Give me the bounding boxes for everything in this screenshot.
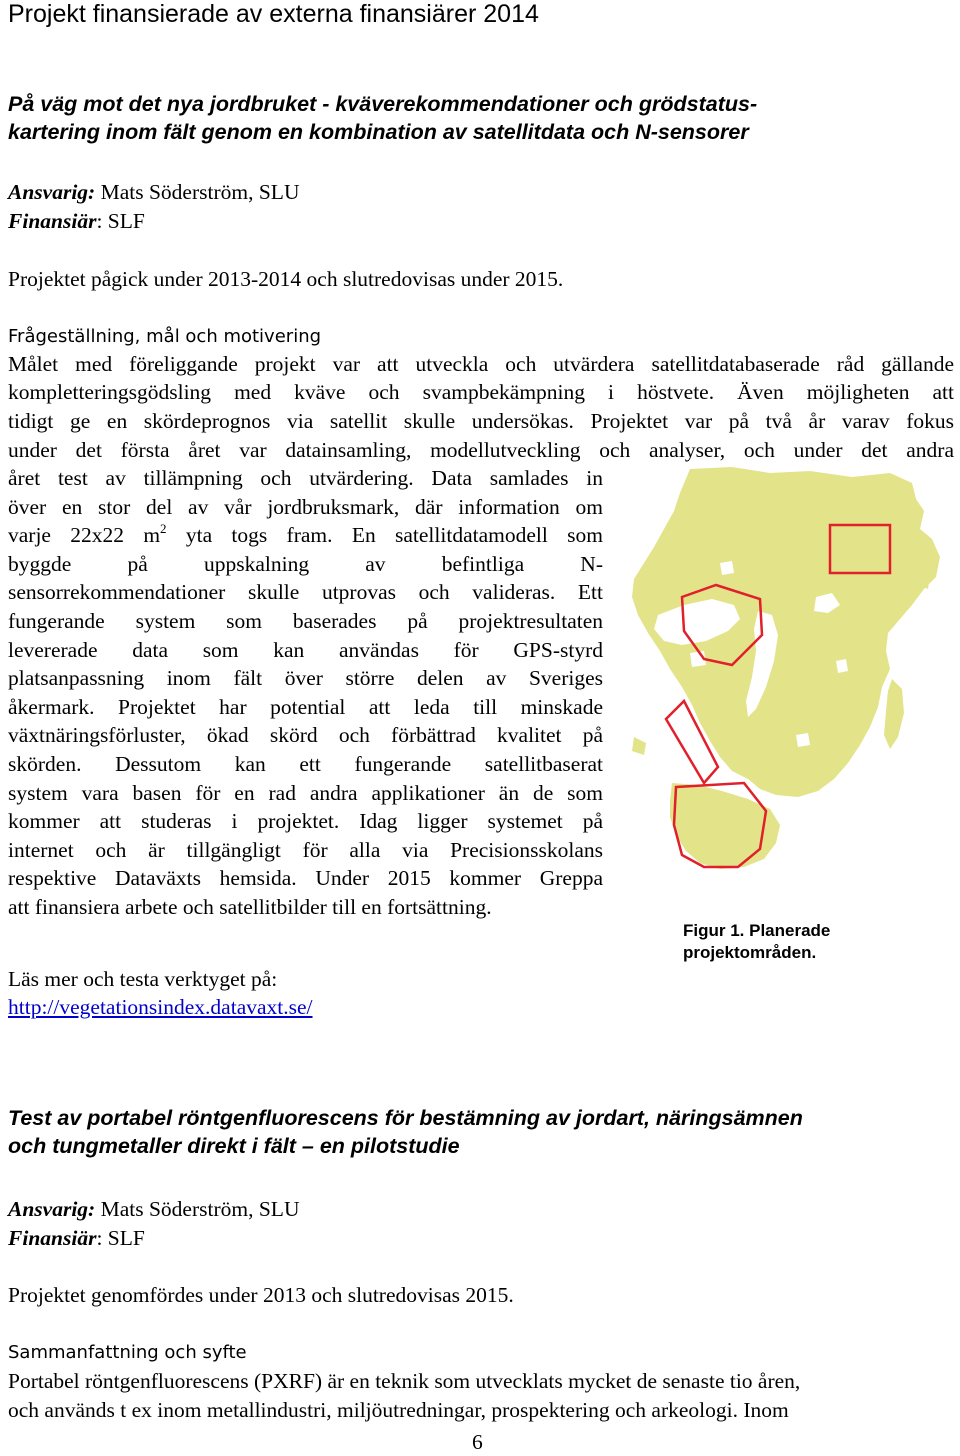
- body-line: kompletteringsgödsling med kväve och svampbekämpning i höstvete. Även möjligheten att: [8, 380, 954, 404]
- project1-title-line2: kartering inom fält genom en kombination av satellitdata och N-sensorer: [8, 120, 749, 144]
- page-title: Projekt finansierade av externa finansiärer 2014: [8, 0, 539, 28]
- project2-title-line2: och tungmetaller direkt i fält – en pilotstudie: [8, 1134, 460, 1158]
- body-line: åkermark. Projektet har potential att leda till minskade: [8, 695, 603, 719]
- body-line: kommer att studeras i projektet. Idag ligger systemet på: [8, 809, 603, 833]
- responsible-label: Ansvarig:: [8, 1197, 96, 1221]
- figure-caption-line2: projektområden.: [683, 943, 817, 962]
- body-line: och används t ex inom metallindustri, miljöutredningar, prospektering och arkeologi. Inom: [8, 1398, 789, 1422]
- funder-value: : SLF: [96, 209, 145, 233]
- responsible-value: Mats Söderström, SLU: [95, 180, 300, 204]
- body-line: byggde på uppskalning av befintliga N-: [8, 552, 603, 576]
- project2-period: Projektet genomfördes under 2013 och slutredovisas 2015.: [8, 1283, 514, 1307]
- body-line: Målet med föreliggande projekt var att utveckla och utvärdera satellitdatabaserade råd gällande: [8, 352, 954, 376]
- funder-label: Finansiär: [8, 1226, 97, 1250]
- body-line: levererade data som kan användas för GPS-styrd: [8, 638, 603, 662]
- project2-title-line1: Test av portabel röntgenfluorescens för bestämning av jordart, näringsämnen: [8, 1106, 803, 1130]
- superscript-two: 2: [160, 521, 167, 536]
- figure-caption: [683, 920, 830, 964]
- body-line: året test av tillämpning och utvärdering. Data samlades in: [8, 466, 603, 490]
- body-line: växtnäringsförluster, ökad skörd och förbättrad kvalitet på: [8, 723, 603, 747]
- body-line: platsanpassning inom fält över större delen av Sveriges: [8, 666, 603, 690]
- body-line: respektive Dataväxts hemsida. Under 2015 kommer Greppa: [8, 866, 603, 890]
- body-line-superscript: [8, 521, 603, 550]
- body-line: att finansiera arbete och satellitbilder till en fortsättning.: [8, 895, 492, 919]
- figure-caption-line1: Figur 1. Planerade: [683, 921, 831, 940]
- body-line: skörden. Dessutom kan ett fungerande satellitbaserat: [8, 752, 603, 776]
- project2-section-heading: Sammanfattning och syfte: [8, 1342, 247, 1363]
- project1-responsible: [8, 178, 299, 207]
- area-text-continued: yta togs fram. En satellitdatamodell som: [166, 523, 603, 547]
- vegetationsindex-link[interactable]: http://vegetationsindex.datavaxt.se/: [8, 995, 313, 1019]
- body-line: Portabel röntgenfluorescens (PXRF) är en teknik som utvecklats mycket de senaste tio åren,: [8, 1369, 801, 1393]
- project2-responsible: [8, 1195, 299, 1224]
- project1-section-heading: Frågeställning, mål och motivering: [8, 326, 322, 347]
- project1-funder: [8, 207, 145, 236]
- funder-label: Finansiär: [8, 209, 97, 233]
- body-line: tidigt ge en skördeprognos via satellit skulle undersökas. Projektet var på två år varav fokus: [8, 409, 954, 433]
- body-line: under det första året var datainsamling, modellutveckling och analyser, och under det andra: [8, 438, 954, 462]
- land-mass: [632, 467, 940, 869]
- funder-value: : SLF: [96, 1226, 145, 1250]
- project1-title-line1: På väg mot det nya jordbruket - kväverekommendationer och grödstatus-: [8, 92, 758, 116]
- responsible-value: Mats Söderström, SLU: [95, 1197, 300, 1221]
- project2-funder: [8, 1224, 145, 1253]
- responsible-label: Ansvarig:: [8, 180, 96, 204]
- more-info-text: Läs mer och testa verktyget på:: [8, 967, 278, 991]
- body-line: internet och är tillgängligt för alla via Precisionsskolans: [8, 838, 603, 862]
- body-line: sensorrekommendationer skulle utprovas och valideras. Ett: [8, 580, 603, 604]
- page-number: 6: [472, 1430, 483, 1454]
- body-line: över en stor del av vår jordbruksmark, där information om: [8, 495, 603, 519]
- body-line: fungerande system som baserades på projektresultaten: [8, 609, 603, 633]
- project1-period: Projektet pågick under 2013-2014 och slutredovisas under 2015.: [8, 267, 564, 291]
- body-line: system vara basen för en rad andra applikationer än de som: [8, 781, 603, 805]
- area-text: varje 22x22 m: [8, 523, 161, 547]
- project-areas-map: [620, 465, 950, 905]
